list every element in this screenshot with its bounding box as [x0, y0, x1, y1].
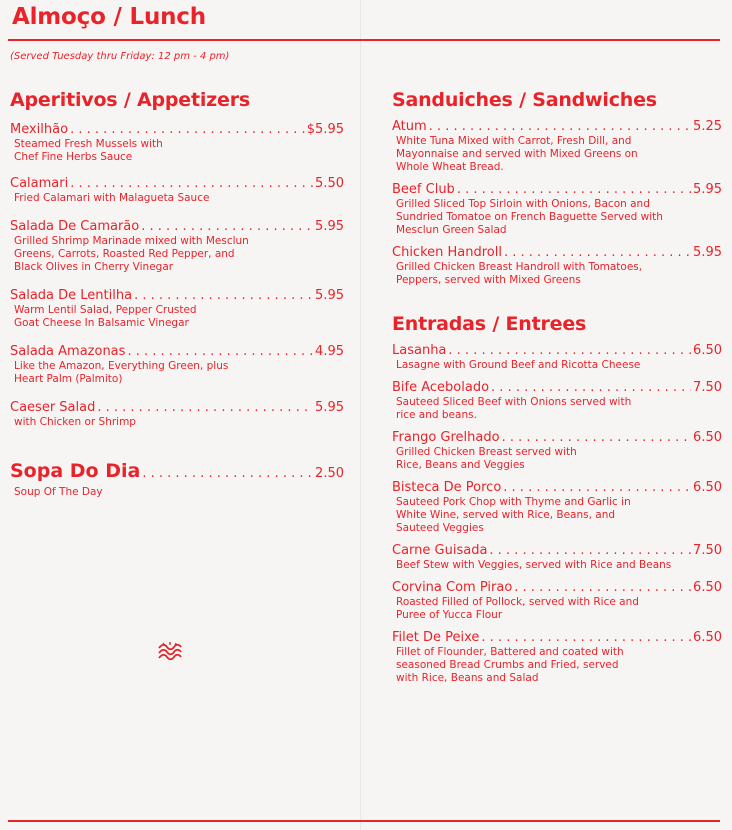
item-description: Steamed Fresh Mussels with Chef Fine Herbs Sauce — [14, 138, 163, 163]
menu-item — [10, 288, 344, 330]
entrees-title: Entradas / Entrees — [392, 313, 587, 335]
item-description: Roasted Filled of Pollock, served with Rice and Puree of Yucca Flour — [396, 596, 639, 621]
item-price: 6.50 — [693, 480, 722, 495]
item-description: Grilled Shrimp Marinade mixed with Mesclun Greens, Carrots, Roasted Red Pepper, and Black Olives in Cherry Vinegar — [14, 235, 249, 273]
item-price: 5.25 — [693, 119, 722, 134]
item-price: 7.50 — [693, 380, 722, 395]
item-description: Warm Lentil Salad, Pepper Crusted Goat Cheese In Balsamic Vinegar — [14, 304, 197, 329]
item-name: Lasanha — [392, 343, 447, 358]
menu-item — [392, 245, 722, 287]
item-description: with Chicken or Shrimp — [14, 416, 136, 428]
item-description: White Tuna Mixed with Carrot, Fresh Dill, and Mayonnaise and served with Mixed Greens on Whole Wheat Bread. — [396, 135, 638, 173]
menu-item — [10, 400, 344, 429]
item-description: Soup Of The Day — [14, 486, 103, 498]
menu-item — [392, 580, 722, 622]
item-price: 7.50 — [693, 543, 722, 558]
item-name: Bisteca De Porco — [392, 480, 502, 495]
item-description: Fried Calamari with Malagueta Sauce — [14, 192, 210, 204]
item-price: 5.95 — [315, 288, 344, 303]
item-price: 6.50 — [693, 630, 722, 645]
soup-title: Sopa Do Dia — [10, 460, 141, 482]
item-price: 2.50 — [315, 466, 344, 481]
item-price: 6.50 — [693, 580, 722, 595]
item-name: Salada De Lentilha — [10, 288, 133, 303]
serving-hours: (Served Tuesday thru Friday: 12 pm - 4 pm) — [10, 51, 230, 62]
item-name: Calamari — [10, 176, 69, 191]
right-column — [392, 87, 722, 685]
menu-item — [10, 122, 344, 164]
item-price: 5.95 — [315, 219, 344, 234]
item-name: Mexilhão — [10, 122, 69, 137]
menu-item — [392, 430, 722, 472]
item-name: Filet De Peixe — [392, 630, 480, 645]
item-description: Sauteed Sliced Beef with Onions served with rice and beans. — [396, 396, 632, 421]
item-price: 6.50 — [693, 343, 722, 358]
item-price: 5.95 — [693, 182, 722, 197]
menu-item — [392, 343, 722, 372]
item-name: Caeser Salad — [10, 400, 96, 415]
page-title: Almoço / Lunch — [12, 4, 206, 30]
item-description: Sauteed Pork Chop with Thyme and Garlic in White Wine, served with Rice, Beans, and Sauteed Veggies — [396, 496, 631, 534]
item-name: Atum — [392, 119, 427, 134]
item-name: Frango Grelhado — [392, 430, 500, 445]
menu-item — [392, 380, 722, 422]
menu-item — [10, 176, 344, 205]
item-name: Bife Acebolado — [392, 380, 490, 395]
soup-item — [10, 459, 344, 499]
item-description: Fillet of Flounder, Battered and coated with seasoned Bread Crumbs and Fried, served with Rice, Beans and Salad — [396, 646, 624, 684]
item-price: 5.95 — [693, 245, 722, 260]
menu-item — [10, 219, 344, 274]
item-description: Lasagne with Ground Beef and Ricotta Cheese — [396, 359, 641, 371]
menu-item — [392, 543, 722, 572]
menu-item — [392, 119, 722, 174]
wave-logo-icon — [156, 640, 184, 664]
item-description: Like the Amazon, Everything Green, plus Heart Palm (Palmito) — [14, 360, 229, 385]
item-price: 5.50 — [315, 176, 344, 191]
item-price: $5.95 — [306, 122, 344, 137]
menu-item — [392, 182, 722, 237]
item-price: 4.95 — [315, 344, 344, 359]
item-name: Chicken Handroll — [392, 245, 502, 260]
menu-item — [10, 344, 344, 386]
top-divider — [8, 39, 720, 41]
sandwiches-title: Sanduiches / Sandwiches — [392, 89, 657, 111]
menu-item — [392, 630, 722, 685]
page-fold — [360, 0, 361, 830]
item-description: Beef Stew with Veggies, served with Rice and Beans — [396, 559, 672, 571]
item-name: Salada De Camarão — [10, 219, 140, 234]
item-price: 6.50 — [693, 430, 722, 445]
item-name: Corvina Com Pirao — [392, 580, 513, 595]
bottom-divider — [8, 820, 720, 822]
menu-item — [392, 480, 722, 535]
appetizers-title: Aperitivos / Appetizers — [10, 89, 250, 111]
item-name: Salada Amazonas — [10, 344, 126, 359]
item-description: Grilled Chicken Breast Handroll with Tomatoes, Peppers, served with Mixed Greens — [396, 261, 643, 286]
item-description: Grilled Chicken Breast served with Rice, Beans and Veggies — [396, 446, 577, 471]
item-description: Grilled Sliced Top Sirloin with Onions, Bacon and Sundried Tomatoe on French Baguette Served with Mesclun Green Salad — [396, 198, 663, 236]
item-price: 5.95 — [315, 400, 344, 415]
item-name: Beef Club — [392, 182, 455, 197]
left-column — [10, 87, 344, 499]
item-name: Carne Guisada — [392, 543, 488, 558]
